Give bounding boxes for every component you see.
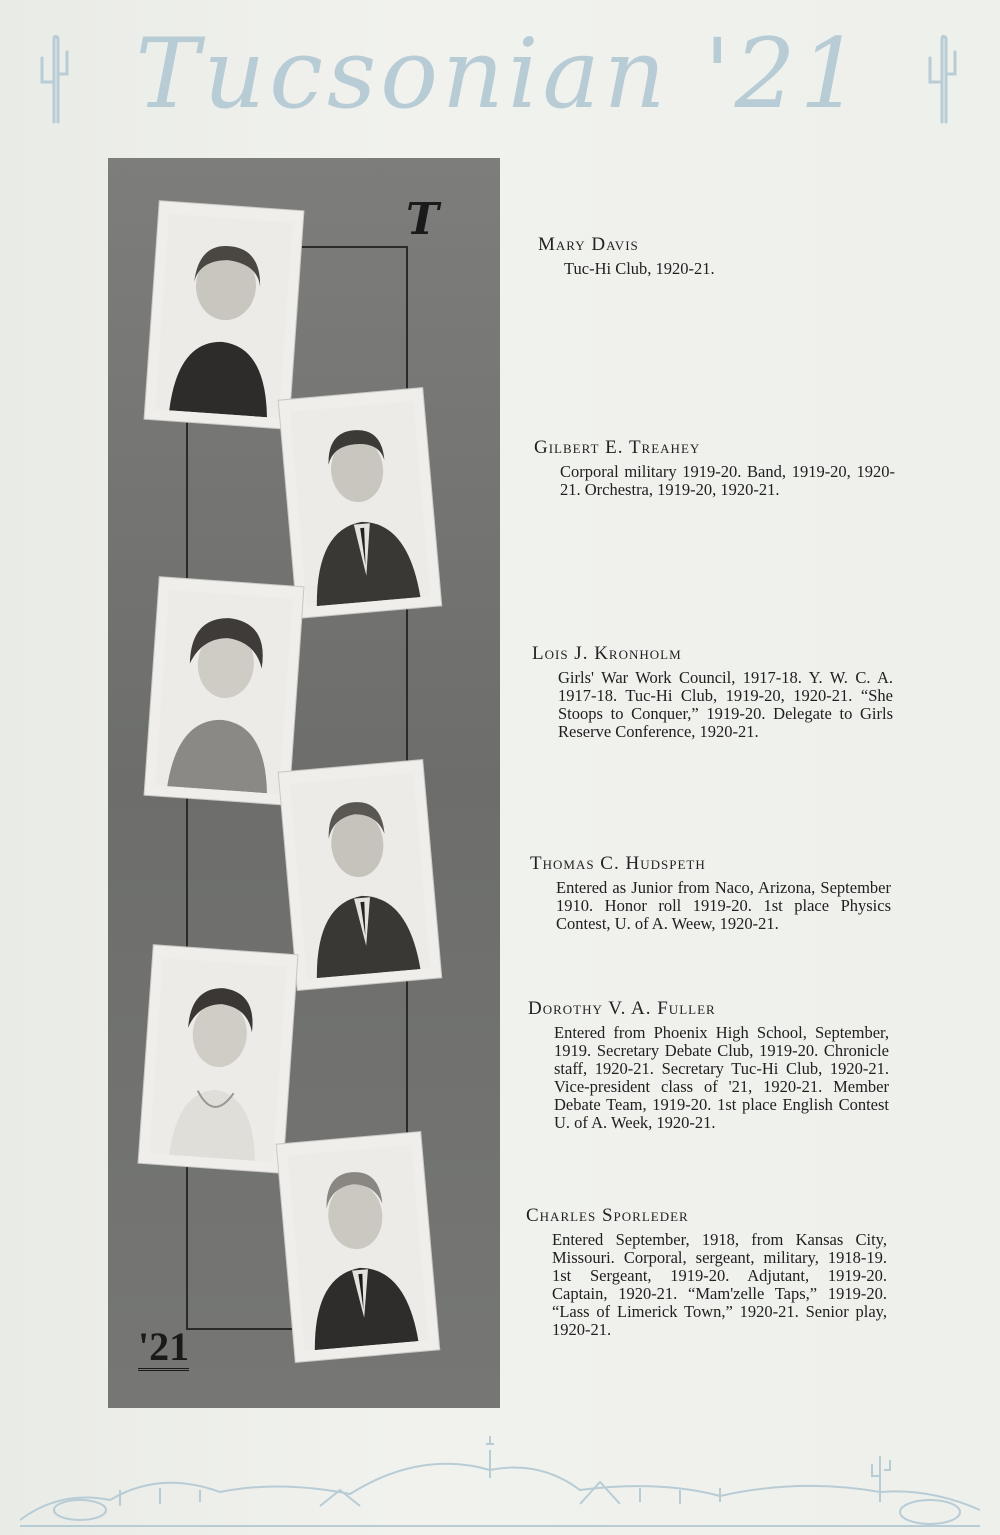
portrait-photo-mary-davis bbox=[145, 201, 304, 429]
bio-entry-thomas-c-hudspeth bbox=[530, 853, 891, 933]
desert-scene-icon bbox=[20, 1430, 980, 1530]
bio-entry-lois-j-kronholm bbox=[532, 643, 893, 741]
student-activities: Corporal military 1919-20. Band, 1919-20, 1920-21. Orchestra, 1919-20, 1920-21. bbox=[560, 462, 895, 499]
student-name: Lois J. Kronholm bbox=[532, 643, 682, 664]
bio-entry-dorothy-v-a-fuller bbox=[528, 998, 889, 1132]
student-name: Gilbert E. Treahey bbox=[534, 437, 701, 458]
student-name: Charles Sporleder bbox=[526, 1205, 689, 1226]
student-activities: Entered September, 1918, from Kansas City, Missouri. Corporal, sergeant, military, 1918-19. 1st Sergeant, 1919-20. Adjutant, 1919-20. Captain, 1920-21. “Mam'zelle Taps,” 1919-20. “Lass of Limerick Town,” 1920-21. Senior play, 1920-21. bbox=[552, 1230, 887, 1339]
bio-entry-mary-davis bbox=[538, 234, 899, 278]
bio-entry-gilbert-e-treahey bbox=[534, 437, 895, 499]
portrait-photo-thomas-c-hudspeth bbox=[279, 760, 441, 990]
student-name: Dorothy V. A. Fuller bbox=[528, 998, 716, 1019]
student-name: Thomas C. Hudspeth bbox=[530, 853, 706, 874]
yearbook-title: Tucsonian '21 bbox=[135, 18, 865, 130]
cactus-icon bbox=[922, 30, 962, 125]
panel-monogram: T bbox=[406, 194, 439, 245]
portrait-photo-charles-sporleder bbox=[277, 1132, 439, 1362]
student-activities: Tuc-Hi Club, 1920-21. bbox=[564, 259, 715, 278]
photo-panel bbox=[108, 158, 500, 1408]
portrait-photo-lois-j-kronholm bbox=[145, 577, 304, 805]
student-activities: Entered from Phoenix High School, September, 1919. Secretary Debate Club, 1919-20. Chronicle staff, 1920-21. Secretary Tuc-Hi Club, 1920-21. Vice-president class of '21, 1920-21. Member Debate Team, 1919-20. 1st place English Contest U. of A. Week, 1920-21. bbox=[554, 1023, 889, 1132]
portrait-photo-dorothy-v-a-fuller bbox=[139, 945, 298, 1173]
student-activities: Entered as Junior from Naco, Arizona, September 1910. Honor roll 1919-20. 1st place Physics Contest, U. of A. Weew, 1920-21. bbox=[556, 878, 891, 933]
panel-year: '21 bbox=[138, 1324, 190, 1369]
student-activities: Girls' War Work Council, 1917-18. Y. W. C. A. 1917-18. Tuc-Hi Club, 1919-20, 1920-21. “She Stoops to Conquer,” 1919-20. Delegate to Girls Reserve Conference, 1920-21. bbox=[558, 668, 893, 741]
portrait-photo-gilbert-e-treahey bbox=[279, 388, 441, 618]
student-name: Mary Davis bbox=[538, 234, 639, 255]
bio-entry-charles-sporleder bbox=[526, 1205, 887, 1339]
